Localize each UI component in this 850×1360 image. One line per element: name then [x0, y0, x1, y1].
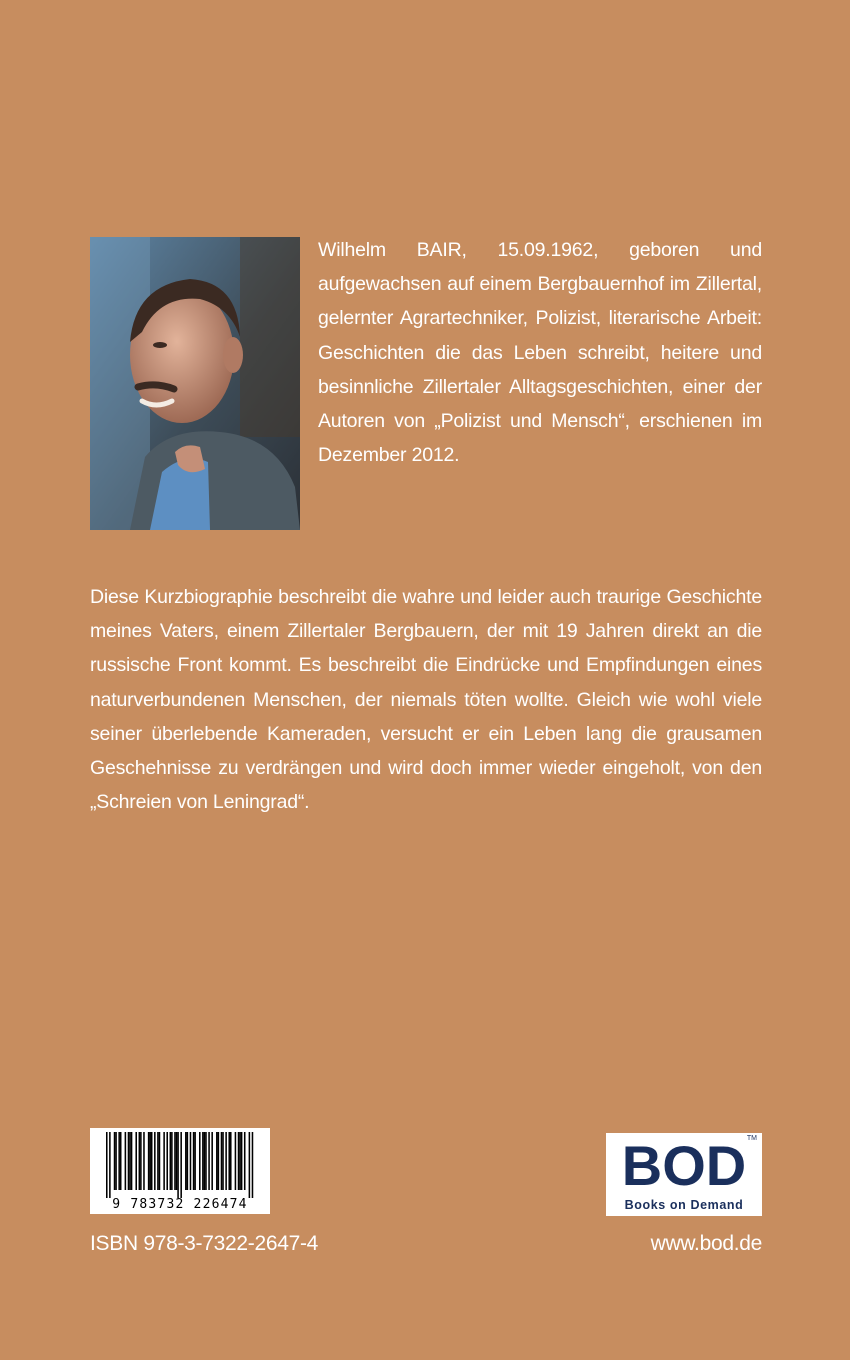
barcode-bar — [205, 1132, 207, 1190]
isbn-barcode — [90, 1128, 270, 1214]
barcode-bar — [235, 1132, 237, 1190]
barcode-bar — [120, 1132, 122, 1190]
barcode-bar — [166, 1132, 168, 1190]
barcode-bar — [185, 1132, 187, 1190]
barcode-bar — [244, 1132, 246, 1190]
barcode-bar — [106, 1132, 108, 1198]
barcode-bar — [163, 1132, 165, 1190]
trademark-symbol: TM — [746, 1135, 757, 1142]
book-description: Diese Kurzbiographie beschreibt die wahre und leider auch traurige Geschichte meines Vaters, einem Zillertaler Bergbauern, der mit 19 Jahren direkt an die russische Front kommt. Es beschreibt die Eindrücke und Empfindungen eines naturverbundenen Menschen, der niemals töten wollte. Gleich wie wohl viele seiner überlebende Kameraden, versucht er ein Leben lang die grausamen Geschehnisse zu verdrängen und wird doch immer wieder eingeholt, von den „Schreien von Leningrad“. — [90, 586, 762, 814]
barcode-bar — [159, 1132, 161, 1190]
barcode-bar — [241, 1132, 243, 1190]
barcode-bar — [170, 1132, 172, 1190]
barcode-digits: 9 783732 226474 — [112, 1197, 248, 1212]
author-photo — [90, 237, 300, 530]
barcode-bar — [208, 1132, 210, 1190]
publisher-website: www.bod.de — [650, 1232, 762, 1255]
barcode-bar — [225, 1132, 227, 1190]
barcode-bar — [187, 1132, 189, 1190]
barcode-bar — [174, 1132, 176, 1190]
barcode-bar — [171, 1132, 173, 1190]
barcode-bar — [218, 1132, 220, 1190]
barcode-bar — [135, 1132, 137, 1190]
barcode-bar — [118, 1132, 120, 1190]
barcode-bar — [211, 1132, 213, 1190]
barcode-bar — [151, 1132, 153, 1190]
barcode-bar — [154, 1132, 156, 1190]
barcode-bar — [115, 1132, 117, 1190]
barcode-bar — [238, 1132, 240, 1190]
barcode-bar — [180, 1132, 182, 1198]
barcode-bar — [140, 1132, 142, 1190]
barcode-bar — [143, 1132, 145, 1190]
barcode-bar — [131, 1132, 133, 1190]
barcode-bar — [228, 1132, 230, 1190]
bod-logo-text: BOD — [621, 1137, 747, 1191]
bod-logo-mark — [614, 1137, 754, 1191]
barcode-bar — [128, 1132, 130, 1190]
barcode-bar — [148, 1132, 150, 1190]
barcode-bar — [230, 1132, 232, 1190]
isbn-number: ISBN 978-3-7322-2647-4 — [90, 1232, 319, 1255]
barcode-bar — [202, 1132, 204, 1190]
barcode-bar — [176, 1132, 178, 1190]
author-biography: Wilhelm BAIR, 15.09.1962, geboren und aufgewachsen auf einem Bergbauernhof im Zillertal, gelernter Agrartechniker, Polizist, literarische Arbeit: Geschichten die das Leben schreibt, heitere und besinnliche Zillertaler Alltagsgeschichten, einer der Autoren von „Polizist und Mensch“, erschienen im Dezember 2012. — [318, 239, 762, 467]
barcode-bar — [149, 1132, 151, 1190]
barcode-bar — [139, 1132, 141, 1190]
publisher-subtitle: Books on Demand — [624, 1198, 744, 1212]
barcode-bar — [204, 1132, 206, 1190]
barcode-bar — [157, 1132, 159, 1190]
barcode-bar — [221, 1132, 223, 1190]
barcode-bar — [114, 1132, 116, 1190]
publisher-logo — [606, 1133, 762, 1216]
barcode-bar — [252, 1132, 254, 1198]
barcode-bar — [194, 1132, 196, 1190]
barcode-bar — [199, 1132, 201, 1190]
barcode-bar — [125, 1132, 127, 1190]
barcode-bar — [193, 1132, 195, 1190]
barcode-bar — [239, 1132, 241, 1190]
barcode-bar — [216, 1132, 218, 1190]
barcode-bar — [177, 1132, 179, 1198]
barcode-bar — [249, 1132, 251, 1198]
barcode-bar — [109, 1132, 111, 1198]
barcode-bar — [129, 1132, 131, 1190]
barcode-bar — [222, 1132, 224, 1190]
barcode-bar — [190, 1132, 192, 1190]
